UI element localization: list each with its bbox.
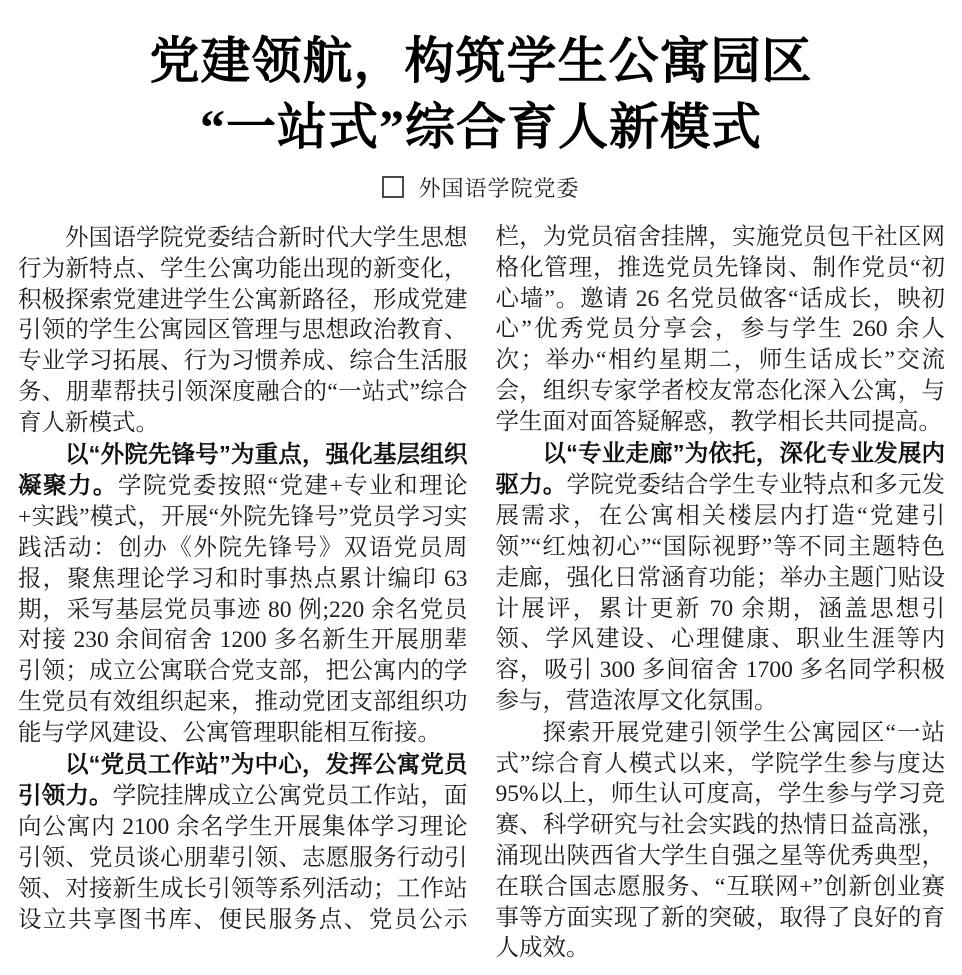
paragraph-text: 学院党委结合学生专业特点和多元发展需求，在公寓相关楼层内打造“党建引领”“红烛初心”“国际视野”等不同主题特色走廊，强化日常涵育功能；举办主题门贴设计展评，累计更新 70 余期，涵盖思想引领、学风建设、心理健康、职业生涯等内容，吸引 300 多间宿舍 1700 多名同学积极参与，营造浓厚文化氛围。 <box>495 472 945 714</box>
page-title <box>0 0 962 160</box>
paragraph-results <box>496 717 946 964</box>
paragraph-lead: 以“党员工作站”为中心，发挥公寓党员引领力。 <box>18 750 468 809</box>
article-body <box>18 222 945 966</box>
paragraph-lead: 以“专业走廊”为依托，深化专业发展内驱力。 <box>495 439 945 498</box>
paragraph-intro <box>18 222 468 439</box>
page-title-line2: “一站式”综合育人新模式 <box>200 99 762 155</box>
byline <box>0 172 962 203</box>
byline-author: 外国语学院党委 <box>418 176 580 201</box>
paragraph-pioneer <box>18 439 468 749</box>
paragraph-text: 学院党委按照“党建+专业和理论+实践”模式，开展“外院先锋号”党员学习实践活动：创办《外院先锋号》双语党员周报，聚焦理论学习和时事热点累计编印 63 期，采写基层党员事迹 80 例;220 余名党员对接 230 余间宿舍 1200 多名新生开展朋辈引领；成立公寓联合党支部，把公寓内的学生党员有效组织起来，推动党团支部组织功能与学风建设、公寓管理职能相互衔接。 <box>18 473 468 746</box>
paragraph-corridor <box>496 438 946 717</box>
paragraph-text: 学院挂牌成立公寓党员工作站，面向公寓内 2100 余名学生开展集体学习理论引领、党员谈心朋辈引领、志愿服务行动引领、对接新生成长引领等系列活动；工作站设立共享图书库、便民服务点、党员公示栏，为党员宿舍挂牌，实施党员包干社区网格化管理，推选党员先锋岗、制作党员“初心墙”。邀请 26 名党员做客“话成长，映初心”优秀党员分享会，参与学生 260 余人次；举办“相约星期二，师生话成长”交流会，组织专家学者校友常态化深入公寓，与学生面对面答疑解惑，教学相长共同提高。 <box>18 224 945 933</box>
paragraph-text: 外国语学院党委结合新时代大学生思想行为新特点、学生公寓功能出现的新变化，积极探索党建进学生公寓新路径，形成党建引领的学生公寓园区管理与思想政治教育、专业学习拓展、行为习惯养成、综合生活服务、朋辈帮扶引领深度融合的“一站式”综合育人新模式。 <box>18 225 468 436</box>
page-title-line1: 党建领航，构筑学生公寓园区 <box>149 33 813 89</box>
paragraph-lead: 以“外院先锋号”为重点，强化基层组织凝聚力。 <box>18 440 468 499</box>
square-outline-icon <box>382 176 404 198</box>
paragraph-text: 探索开展党建引领学生公寓园区“一站式”综合育人模式以来，学院学生参与度达 95%以上，师生认可度高，学生参与学习竞赛、科学研究与社会实践的热情日益高涨，涌现出陕西省大学生自强之星等优秀典型，在联合国志愿服务、“互联网+”创新创业赛事等方面实现了新的突破，取得了良好的育人成效。 <box>495 719 945 962</box>
